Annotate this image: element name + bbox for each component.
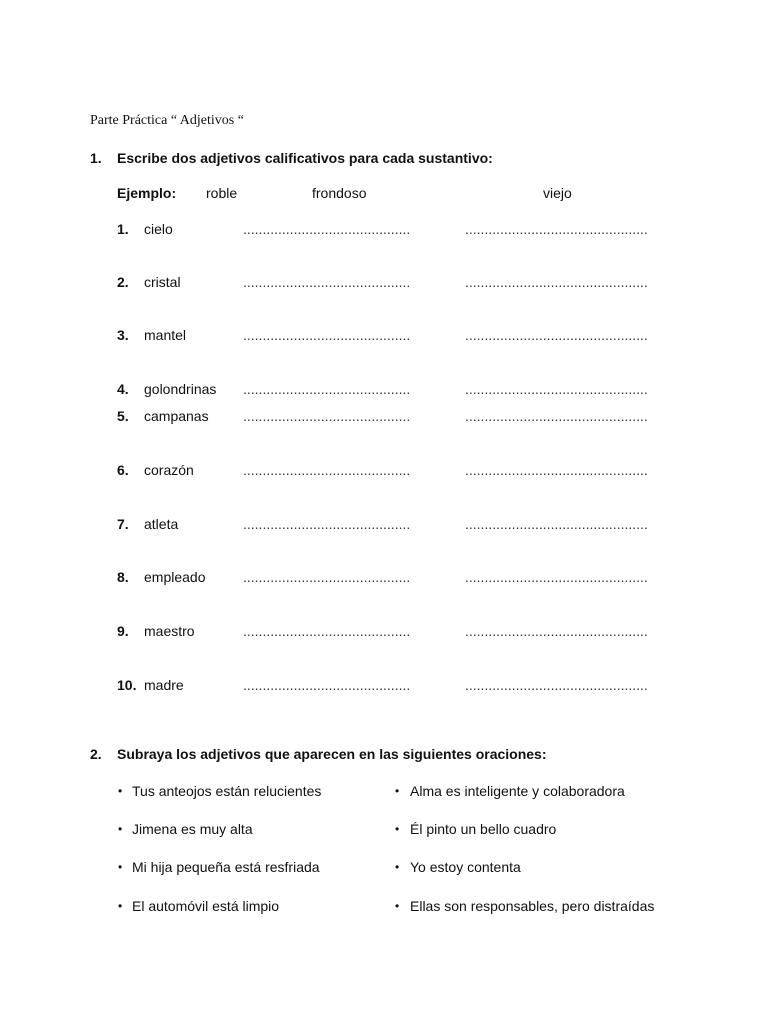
section1-number: 1.	[90, 150, 102, 166]
example-adjective-2: viejo	[543, 185, 572, 201]
noun-label: maestro	[144, 623, 195, 639]
answer-blank-1[interactable]: ...........................................	[243, 327, 411, 343]
answer-blank-2[interactable]: ...............................................	[465, 569, 648, 585]
sentence-right: Alma es inteligente y colaboradora	[410, 783, 625, 799]
bullet-icon: •	[118, 860, 123, 874]
sentence-right: Ellas son responsables, pero distraídas	[410, 898, 655, 914]
answer-blank-1[interactable]: ...........................................	[243, 274, 411, 290]
bullet-icon: •	[395, 784, 400, 798]
example-label: Ejemplo:	[117, 185, 177, 201]
answer-blank-1[interactable]: ...........................................	[243, 381, 411, 397]
bullet-icon: •	[118, 822, 123, 836]
noun-label: golondrinas	[144, 381, 217, 397]
sentence-right: Él pinto un bello cuadro	[410, 821, 557, 837]
answer-blank-2[interactable]: ...............................................	[465, 677, 648, 693]
section1-heading: Escribe dos adjetivos calificativos para cada sustantivo:	[117, 150, 493, 166]
bullet-icon: •	[118, 784, 123, 798]
noun-label: campanas	[144, 408, 209, 424]
worksheet-title: Parte Práctica “ Adjetivos “	[90, 113, 244, 128]
answer-blank-2[interactable]: ...............................................	[465, 516, 648, 532]
sentence-left: El automóvil está limpio	[132, 898, 280, 914]
sentence-right: Yo estoy contenta	[410, 859, 521, 875]
noun-label: cielo	[144, 221, 173, 237]
noun-number: 7.	[117, 516, 129, 532]
noun-number: 3.	[117, 327, 129, 343]
example-noun: roble	[206, 185, 238, 201]
noun-number: 6.	[117, 462, 129, 478]
answer-blank-1[interactable]: ...........................................	[243, 569, 411, 585]
noun-number: 2.	[117, 274, 129, 290]
answer-blank-2[interactable]: ...............................................	[465, 381, 648, 397]
noun-number: 10.	[117, 677, 137, 693]
sentence-left: Tus anteojos están relucientes	[132, 783, 322, 799]
noun-number: 8.	[117, 569, 129, 585]
section2-number: 2.	[90, 746, 102, 762]
answer-blank-2[interactable]: ...............................................	[465, 274, 648, 290]
bullet-icon: •	[395, 822, 400, 836]
answer-blank-1[interactable]: ...........................................	[243, 408, 411, 424]
bullet-icon: •	[395, 899, 400, 913]
noun-number: 4.	[117, 381, 129, 397]
noun-label: cristal	[144, 274, 181, 290]
section2-heading: Subraya los adjetivos que aparecen en las siguientes oraciones:	[117, 746, 547, 762]
noun-number: 5.	[117, 408, 129, 424]
noun-number: 9.	[117, 623, 129, 639]
noun-label: atleta	[144, 516, 179, 532]
bullet-icon: •	[118, 899, 123, 913]
answer-blank-2[interactable]: ...............................................	[465, 327, 648, 343]
noun-label: empleado	[144, 569, 206, 585]
answer-blank-2[interactable]: ...............................................	[465, 408, 648, 424]
example-adjective-1: frondoso	[312, 185, 367, 201]
sentence-left: Mi hija pequeña está resfriada	[132, 859, 320, 875]
noun-label: corazón	[144, 462, 194, 478]
noun-number: 1.	[117, 221, 129, 237]
noun-label: mantel	[144, 327, 187, 343]
answer-blank-2[interactable]: ...............................................	[465, 623, 648, 639]
answer-blank-1[interactable]: ...........................................	[243, 623, 411, 639]
answer-blank-2[interactable]: ...............................................	[465, 462, 648, 478]
bullet-icon: •	[395, 860, 400, 874]
answer-blank-2[interactable]: ...............................................	[465, 221, 648, 237]
noun-label: madre	[144, 677, 184, 693]
answer-blank-1[interactable]: ...........................................	[243, 462, 411, 478]
answer-blank-1[interactable]: ...........................................	[243, 677, 411, 693]
sentence-left: Jimena es muy alta	[132, 821, 253, 837]
answer-blank-1[interactable]: ...........................................	[243, 516, 411, 532]
answer-blank-1[interactable]: ...........................................	[243, 221, 411, 237]
